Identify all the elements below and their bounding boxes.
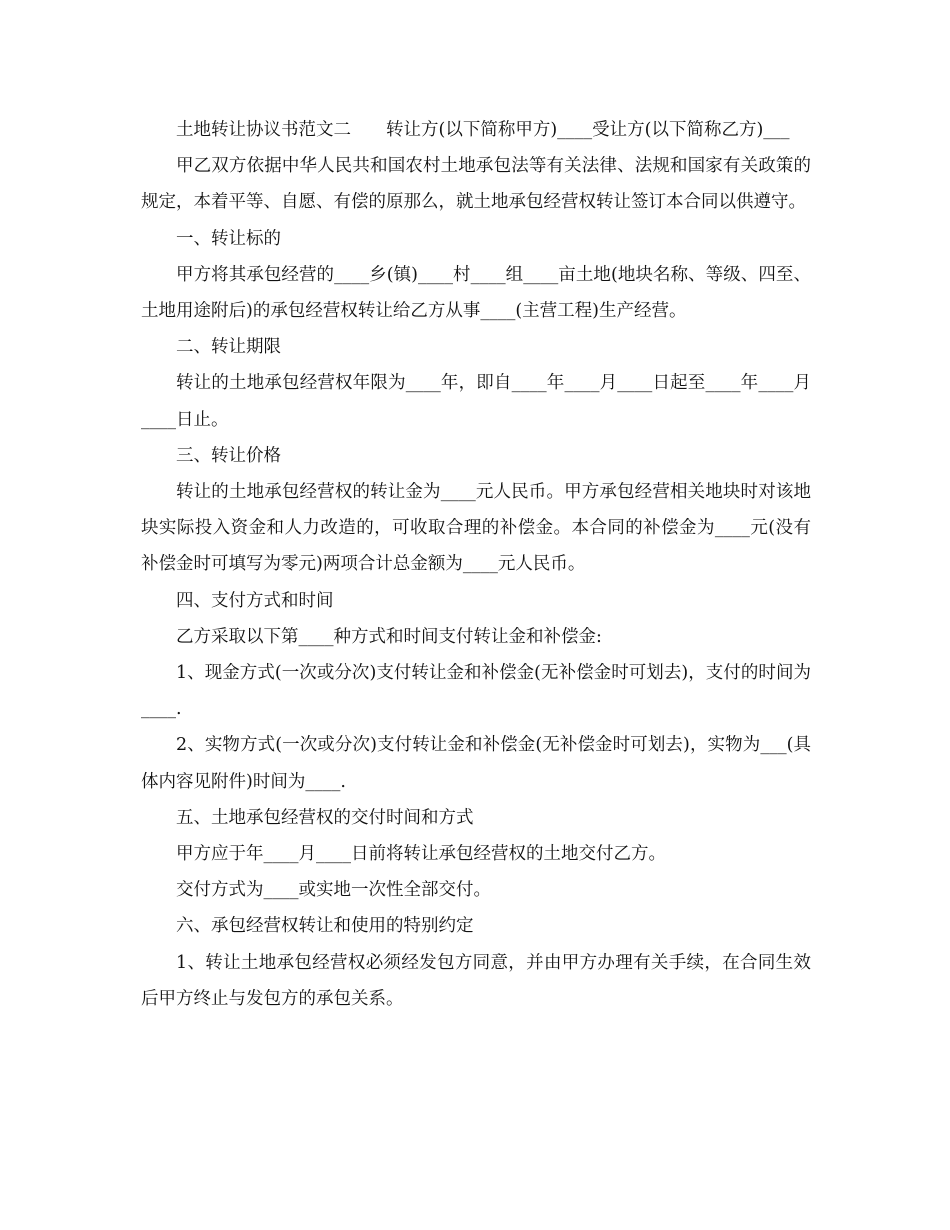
document-body: [141, 112, 811, 1017]
section-6-item-1: 1、转让土地承包经营权必须经发包方同意，并由甲方办理有关手续，在合同生效后甲方终止与发包方的承包关系。: [141, 952, 811, 1009]
section-heading-4: 四、支付方式和时间: [176, 590, 334, 611]
section-4-paragraph: 乙方采取以下第____种方式和时间支付转让金和补偿金:: [176, 626, 602, 647]
section-4-item-2: 2、实物方式(一次或分次)支付转让金和补偿金(无补偿金时可划去)，实物为___(具体内容见附件)时间为____.: [141, 735, 811, 792]
section-heading-3: 三、转让价格: [176, 445, 281, 466]
title-paragraph: 土地转让协议书范文二 转让方(以下简称甲方)____受让方(以下简称乙方)___: [176, 120, 790, 140]
preamble-paragraph: 甲乙双方依据中华人民共和国农村土地承包法等有关法律、法规和国家有关政策的规定，本着平等、自愿、有偿的原那么，就土地承包经营权转让签订本合同以供遵守。: [141, 156, 811, 213]
section-1-paragraph: 甲方将其承包经营的____乡(镇)____村____组____亩土地(地块名称、等级、四至、土地用途附后)的承包经营权转让给乙方从事____(主营工程)生产经营。: [141, 264, 811, 322]
section-2-paragraph: 转让的土地承包经营权年限为____年，即自____年____月____日起至____年____月____日止。: [141, 373, 811, 430]
section-heading-5: 五、土地承包经营权的交付时间和方式: [176, 807, 474, 828]
section-5-paragraph-2: 交付方式为____或实地一次性全部交付。: [176, 880, 491, 901]
section-heading-1: 一、转让标的: [176, 228, 281, 249]
section-3-paragraph: 转让的土地承包经营权的转让金为____元人民币。甲方承包经营相关地块时对该地块实际投入资金和人力改造的，可收取合理的补偿金。本合同的补偿金为____元(没有补偿金时可填写为零元)两项合计总金额为____元人民币。: [141, 482, 811, 575]
section-5-paragraph-1: 甲方应于年____月____日前将转让承包经营权的土地交付乙方。: [176, 844, 666, 865]
section-heading-6: 六、承包经营权转让和使用的特别约定: [176, 916, 474, 937]
section-4-item-1: 1、现金方式(一次或分次)支付转让金和补偿金(无补偿金时可划去)，支付的时间为____.: [141, 663, 811, 720]
section-heading-2: 二、转让期限: [176, 337, 281, 358]
